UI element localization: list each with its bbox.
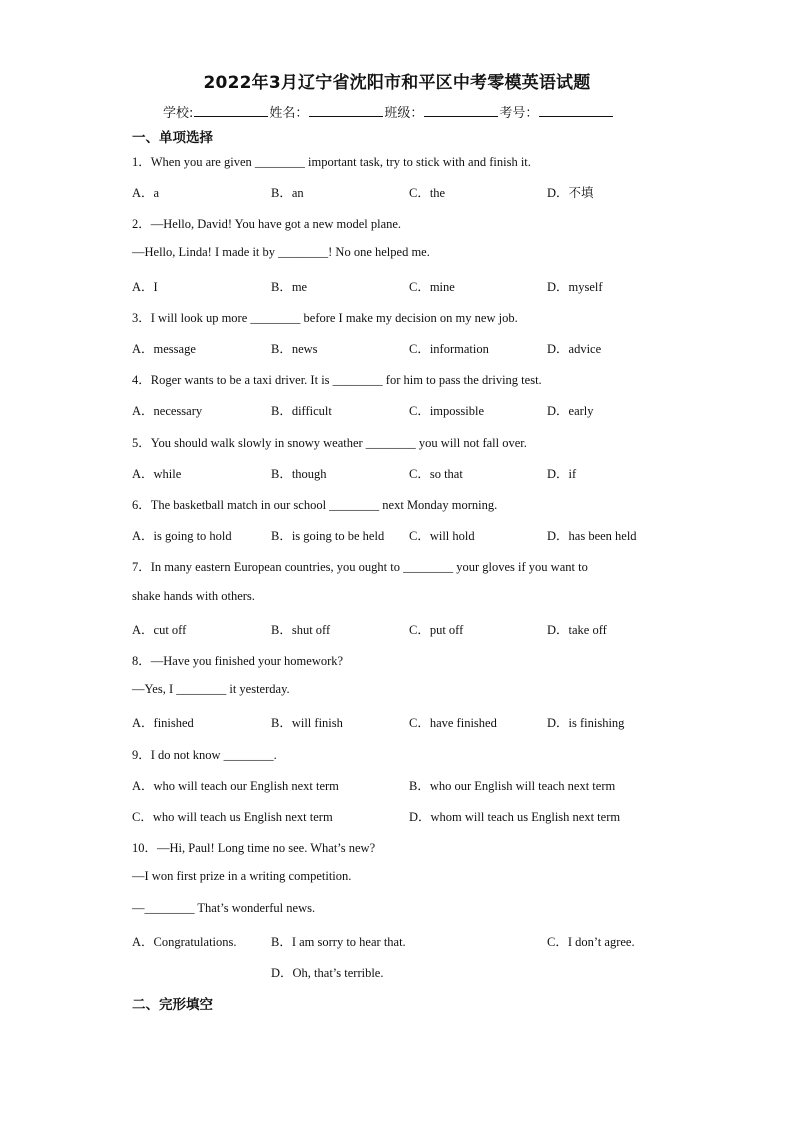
question-2-option-d[interactable]: D．myself xyxy=(547,280,603,294)
exam-number-label: 考号： xyxy=(499,106,539,121)
question-9-option-b[interactable]: B．who our English will teach next term xyxy=(409,779,616,793)
question-7-stem-line-1: 7．In many eastern European countries, you ought to ________ your gloves if you want to xyxy=(132,560,588,574)
question-9-option-c[interactable]: C．who will teach us English next term xyxy=(132,810,333,824)
question-1-option-d[interactable]: D．不填 xyxy=(547,186,594,200)
question-7-option-c[interactable]: C．put off xyxy=(409,623,464,637)
question-6-option-d[interactable]: D．has been held xyxy=(547,529,637,543)
question-4-option-a[interactable]: A．necessary xyxy=(132,404,203,418)
section-heading-single-choice: 一、单项选择 xyxy=(132,130,213,146)
question-10-stem-line-2: —I won first prize in a writing competition. xyxy=(132,869,352,883)
school-label: 学校: xyxy=(163,106,194,121)
question-9-stem: 9．I do not know ________. xyxy=(132,748,277,762)
question-6-stem: 6．The basketball match in our school ________ next Monday morning. xyxy=(132,498,498,512)
question-8-option-b[interactable]: B．will finish xyxy=(271,716,343,730)
question-3-stem: 3．I will look up more ________ before I make my decision on my new job. xyxy=(132,311,518,325)
page-title: 2022年3月辽宁省沈阳市和平区中考零模英语试题 xyxy=(203,73,591,93)
question-1-option-c[interactable]: C．the xyxy=(409,186,446,200)
class-blank[interactable] xyxy=(424,104,498,117)
question-1-stem: 1．When you are given ________ important task, try to stick with and finish it. xyxy=(132,155,531,169)
question-7-stem-line-2: shake hands with others. xyxy=(132,589,255,603)
question-1-option-a[interactable]: A．a xyxy=(132,186,160,200)
question-10-option-d[interactable]: D．Oh, that’s terrible. xyxy=(271,966,384,980)
question-10-option-b[interactable]: B．I am sorry to hear that. xyxy=(271,935,406,949)
question-1-option-b[interactable]: B．an xyxy=(271,186,304,200)
question-7-option-d[interactable]: D．take off xyxy=(547,623,607,637)
question-10-option-a[interactable]: A．Congratulations. xyxy=(132,935,237,949)
name-blank[interactable] xyxy=(309,104,383,117)
class-label: 班级： xyxy=(384,106,424,121)
question-5-option-b[interactable]: B．though xyxy=(271,467,327,481)
question-6-option-c[interactable]: C．will hold xyxy=(409,529,475,543)
question-4-stem: 4．Roger wants to be a taxi driver. It is ________ for him to pass the driving test. xyxy=(132,373,542,387)
question-9-option-d[interactable]: D．whom will teach us English next term xyxy=(409,810,621,824)
question-5-option-c[interactable]: C．so that xyxy=(409,467,463,481)
question-6-option-a[interactable]: A．is going to hold xyxy=(132,529,232,543)
question-4-option-d[interactable]: D．early xyxy=(547,404,594,418)
question-5-stem: 5．You should walk slowly in snowy weather ________ you will not fall over. xyxy=(132,436,527,450)
question-2-option-a[interactable]: A．I xyxy=(132,280,158,294)
section-heading-cloze: 二、完形填空 xyxy=(132,997,213,1013)
question-2-stem-line-1: 2．—Hello, David! You have got a new model plane. xyxy=(132,217,402,231)
school-blank[interactable] xyxy=(194,104,268,117)
question-2-option-c[interactable]: C．mine xyxy=(409,280,455,294)
question-5-option-d[interactable]: D．if xyxy=(547,467,577,481)
question-8-stem-line-2: —Yes, I ________ it yesterday. xyxy=(132,682,290,696)
student-info-line xyxy=(163,102,614,121)
question-2-option-b[interactable]: B．me xyxy=(271,280,308,294)
question-3-option-a[interactable]: A．message xyxy=(132,342,196,356)
question-3-option-b[interactable]: B．news xyxy=(271,342,318,356)
question-10-stem-line-3: —________ That’s wonderful news. xyxy=(132,901,316,915)
question-7-option-a[interactable]: A．cut off xyxy=(132,623,187,637)
question-3-option-d[interactable]: D．advice xyxy=(547,342,602,356)
question-10-stem-line-1: 10．—Hi, Paul! Long time no see. What’s new? xyxy=(132,841,376,855)
name-label: 姓名： xyxy=(269,106,309,121)
question-2-stem-line-2: —Hello, Linda! I made it by ________! No one helped me. xyxy=(132,245,430,259)
exam-number-blank[interactable] xyxy=(539,104,613,117)
question-4-option-c[interactable]: C．impossible xyxy=(409,404,485,418)
question-6-option-b[interactable]: B．is going to be held xyxy=(271,529,385,543)
question-8-stem-line-1: 8．—Have you finished your homework? xyxy=(132,654,344,668)
question-7-option-b[interactable]: B．shut off xyxy=(271,623,331,637)
question-8-option-c[interactable]: C．have finished xyxy=(409,716,497,730)
question-4-option-b[interactable]: B．difficult xyxy=(271,404,332,418)
question-8-option-d[interactable]: D．is finishing xyxy=(547,716,625,730)
question-10-option-c[interactable]: C．I don’t agree. xyxy=(547,935,635,949)
question-3-option-c[interactable]: C．information xyxy=(409,342,489,356)
question-5-option-a[interactable]: A．while xyxy=(132,467,182,481)
question-8-option-a[interactable]: A．finished xyxy=(132,716,194,730)
question-9-option-a[interactable]: A．who will teach our English next term xyxy=(132,779,339,793)
